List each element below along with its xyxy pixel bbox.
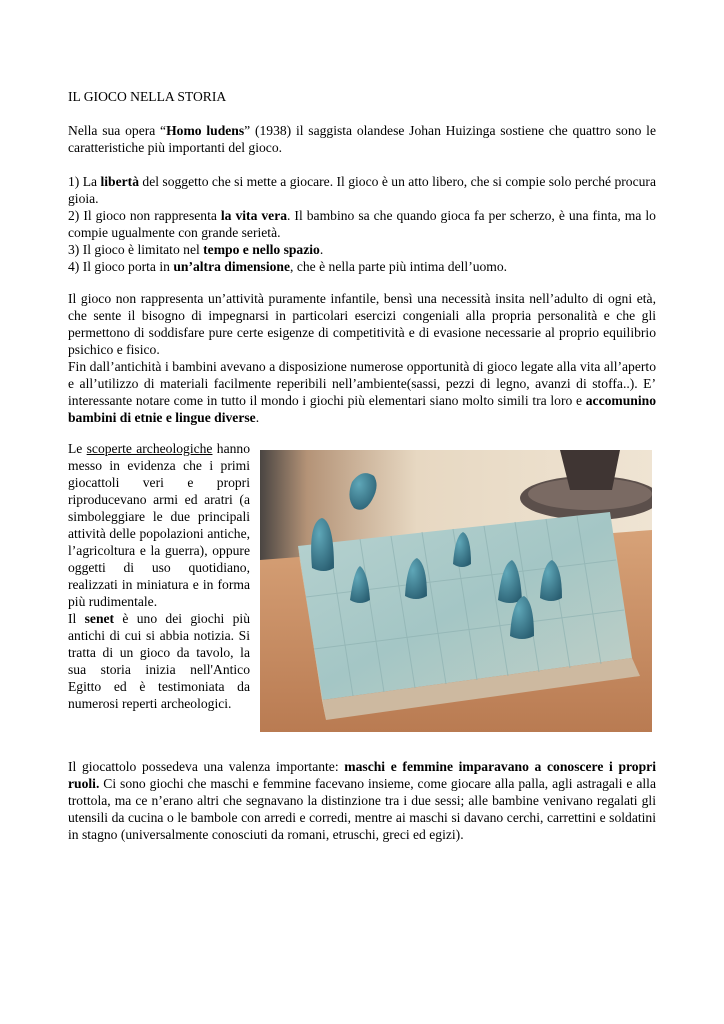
final-paragraph [68,758,656,843]
senet-prefix: Il [68,611,85,626]
list-item [68,173,656,207]
final-text: Ci sono giochi che maschi e femmine facevano insieme, come giocare alla palla, agli astragali e alla trottola, ma ce n’erano altri che segnavano la distinzione tra i due sessi; alle bambine venivano regalati gli utensili da cucina o le bambole con arredi e corredi, mentre ai maschi si davano cerchi, carrettini e soldatini in stagno (universalmente conosciuti da romani, etruschi, greci ed egizi). [68,776,656,842]
intro-paragraph [68,122,656,156]
body-paragraph-2 [68,358,656,426]
intro-text-1: Nella sua opera “ [68,123,167,138]
list-item-suffix: . [319,242,324,257]
document-title: IL GIOCO NELLA STORIA [68,89,227,104]
body-p2-text: Fin dall’antichità i bambini avevano a disposizione numerose opportunità di gioco legate alla vita all’aperto e all’utilizzo di materiali facilmente reperibili nell’ambiente(sassi, pezzi di legno, avanzi di stoffa..). E’ interessante notare come in tutto il mondo i giochi più elementari siano molto simili tra loro e [68,359,656,408]
archaeological-link[interactable]: scoperte archeologiche [86,441,213,456]
list-item-prefix: 3) Il gioco è limitato nel [68,242,204,257]
list-item-suffix: del soggetto che si mette a giocare. Il gioco è un atto libero, che si compie solo perché procura gioia. [68,174,656,206]
body-p2-end: . [255,410,260,425]
body-p2-bold: accomunino bambini di etnie e lingue diverse [68,393,656,425]
senet-text: è uno dei giochi più antichi di cui si abbia notizia. Si tratta di un gioco da tavolo, la sua storia inizia nell'Antico Egitto ed è testimoniata da numerosi reperti archeologici. [68,611,251,711]
final-bold: maschi e femmine imparavano a conoscere i propri ruoli. [68,759,656,791]
characteristics-list [68,173,656,275]
senet-bold: senet [84,611,115,626]
list-item-bold: tempo e nello spazio [203,242,320,257]
senet-photo-illustration [260,450,652,732]
list-item-suffix: , che è nella parte più intima dell’uomo. [290,259,508,274]
list-item-prefix: 4) Il gioco porta in [68,259,174,274]
list-item [68,207,656,241]
senet-board-photo [260,450,652,732]
list-item-bold: libertà [100,174,139,189]
body-paragraphs [68,290,656,426]
list-item-bold: un’altra dimensione [173,259,291,274]
intro-bold-title: Homo ludens [166,123,245,138]
intro-text-2: ” (1938) il saggista olandese Johan Huizinga sostiene che quattro sono le caratteristiche più importanti del gioco. [68,123,656,155]
list-item [68,241,656,258]
body-paragraph-1: Il gioco non rappresenta un’attività puramente infantile, bensì una necessità insita nell’adulto di ogni età, che sente il bisogno di impegnarsi in particolari esercizi congeniali alla propria personalità e che gli permettono di soddisfare pure certe esigenze di competitività e di evasione necessarie al proprio equilibrio psichico e fisico. [68,291,656,357]
float-text-1: hanno messo in evidenza che i primi giocattoli veri e propri riproducevano armi ed aratri (a simboleggiare le due principali attività delle popolazioni antiche, l’agricoltura e la guerra), oppure oggetti di uso quotidiano, realizzati in miniatura e in forma più rudimentale. [68,441,250,609]
senet-column-text [68,440,250,712]
final-prefix: Il giocattolo possedeva una valenza importante: [68,759,345,774]
float-prefix: Le [68,441,87,456]
list-item-suffix: . Il bambino sa che quando gioca fa per scherzo, è una finta, ma lo compie ugualmente con grande serietà. [68,208,656,240]
list-item-bold: la vita vera [220,208,288,223]
list-item [68,258,656,275]
list-item-prefix: 2) Il gioco non rappresenta [68,208,221,223]
list-item-prefix: 1) La [68,174,101,189]
